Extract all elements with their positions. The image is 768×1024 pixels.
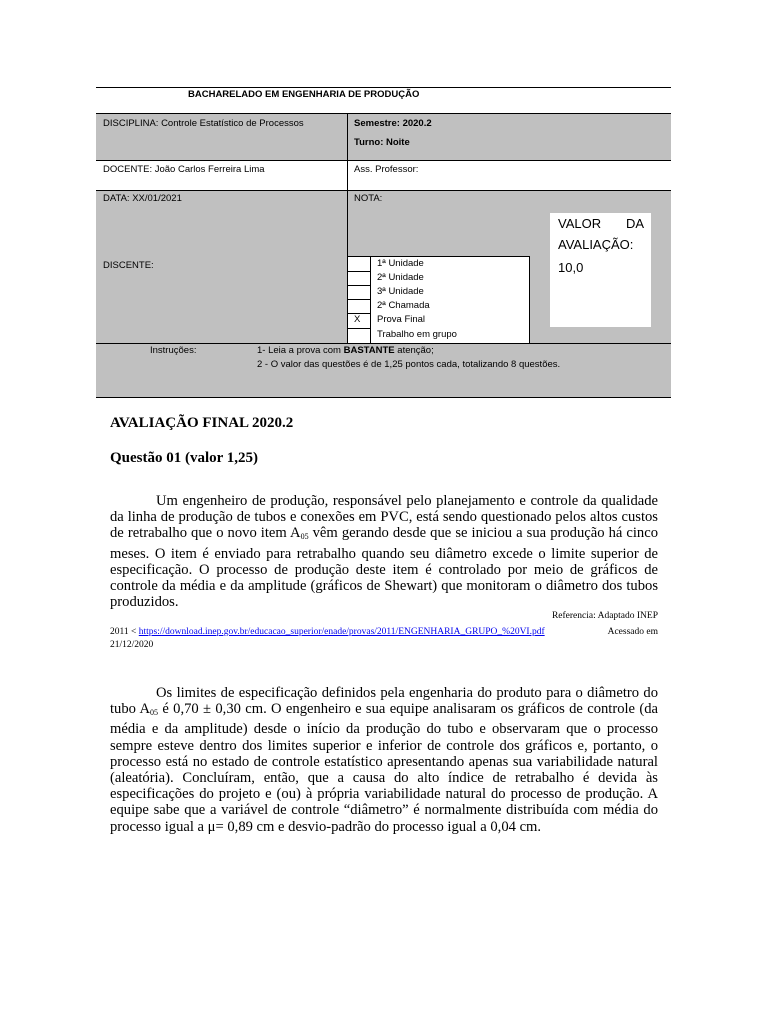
unit-label: 2ª Chamada xyxy=(377,300,430,311)
question-title: Questão 01 (valor 1,25) xyxy=(110,450,259,466)
grade-label: NOTA: xyxy=(354,193,383,204)
p1-text-a: Um engenheiro de produção, responsável pelo planejamento e controle da qualidade da linha de produção de tubos e conexões em PVC, está sendo questionado pelos altos custos de retrabalho que o novo item A xyxy=(110,493,658,542)
reference-link[interactable]: https://download.inep.gov.br/educacao_superior/enade/provas/2011/ENGENHARIA_GRUPO_%20VI.pdf xyxy=(138,627,545,637)
valor-word: VALOR xyxy=(558,216,602,231)
unit-label: 3ª Unidade xyxy=(377,286,424,297)
unit-mark-final: X xyxy=(354,314,361,325)
exam-title: AVALIAÇÃO FINAL 2020.2 xyxy=(110,415,294,431)
question-paragraph-2 xyxy=(110,685,658,835)
unit-label: 1ª Unidade xyxy=(377,258,424,269)
instruction-1-bold: BASTANTE xyxy=(343,345,395,356)
instructions-label: Instruções: xyxy=(150,345,197,356)
reference-line-1: Referencia: Adaptado INEP xyxy=(551,611,658,621)
valor-line2: AVALIAÇÃO: xyxy=(558,237,634,252)
course-title: BACHARELADO EM ENGENHARIA DE PRODUÇÃO xyxy=(188,89,420,100)
da-word: DA xyxy=(625,216,644,231)
reference-accessed: Acessado em xyxy=(607,627,658,637)
student-label: DISCENTE: xyxy=(103,260,154,271)
teacher-label: DOCENTE: João Carlos Ferreira Lima xyxy=(103,164,265,175)
date-label: DATA: XX/01/2021 xyxy=(103,193,182,204)
p2-subscript: 05 xyxy=(150,708,159,718)
p1-subscript: 05 xyxy=(300,532,309,542)
signature-label: Ass. Professor: xyxy=(354,164,419,175)
semester-label: Semestre: 2020.2 xyxy=(354,118,432,129)
valor-value: 10,0 xyxy=(558,260,584,275)
shift-label: Turno: Noite xyxy=(354,137,410,148)
valor-line1 xyxy=(558,213,644,234)
unit-label: Trabalho em grupo xyxy=(377,329,457,340)
p2-text-b: é 0,70 ± 0,30 cm. O engenheiro e sua equipe analisaram os gráficos de controle (da média e da amplitude) desde o início da produção do tubo e observaram que o processo sempre esteve dentro dos limites superior e inferior de controle dos gráficos e, portanto, o processo está no estado de controle estatístico apresentando apenas sua variabilidade natural (aleatória). Concluíram, então, que a causa do alto índice de retrabalho é devida às especificações do projeto e (ou) à própria variabilidade natural do processo de produção. A equipe sabe que a variável de controle “diâmetro” é normalmente distribuída com média do processo igual a μ= 0,89 cm e desvio-padrão do processo igual a 0,04 cm. xyxy=(110,701,658,835)
instruction-2: 2 - O valor das questões é de 1,25 pontos cada, totalizando 8 questões. xyxy=(257,359,561,370)
reference-line-3: 21/12/2020 xyxy=(110,640,154,650)
p1-text-b: vêm gerando desde que se iniciou a sua produção há cinco meses. O item é enviado para retrabalho quando seu diâmetro excede o limite superior de especificação. O processo de produção deste item é controlado por meio de gráficos de controle da média e da amplitude (gráficos de Shewart) que monitoram o diâmetro dos tubos produzidos. xyxy=(110,525,659,611)
discipline-label: DISCIPLINA: Controle Estatístico de Processos xyxy=(103,118,304,129)
instruction-1 xyxy=(257,345,434,356)
reference-year: 2011 < xyxy=(110,627,139,637)
question-paragraph-1 xyxy=(110,493,658,610)
instruction-1-end: atenção; xyxy=(394,345,434,356)
instruction-1-text: 1- Leia a prova com xyxy=(257,345,344,356)
p2-text-a: Os limites de especificação definidos pela engenharia do produto para o diâmetro do tubo A xyxy=(110,685,658,718)
unit-label: Prova Final xyxy=(377,314,426,325)
unit-label: 2ª Unidade xyxy=(377,272,424,283)
reference-line-2 xyxy=(110,627,658,637)
